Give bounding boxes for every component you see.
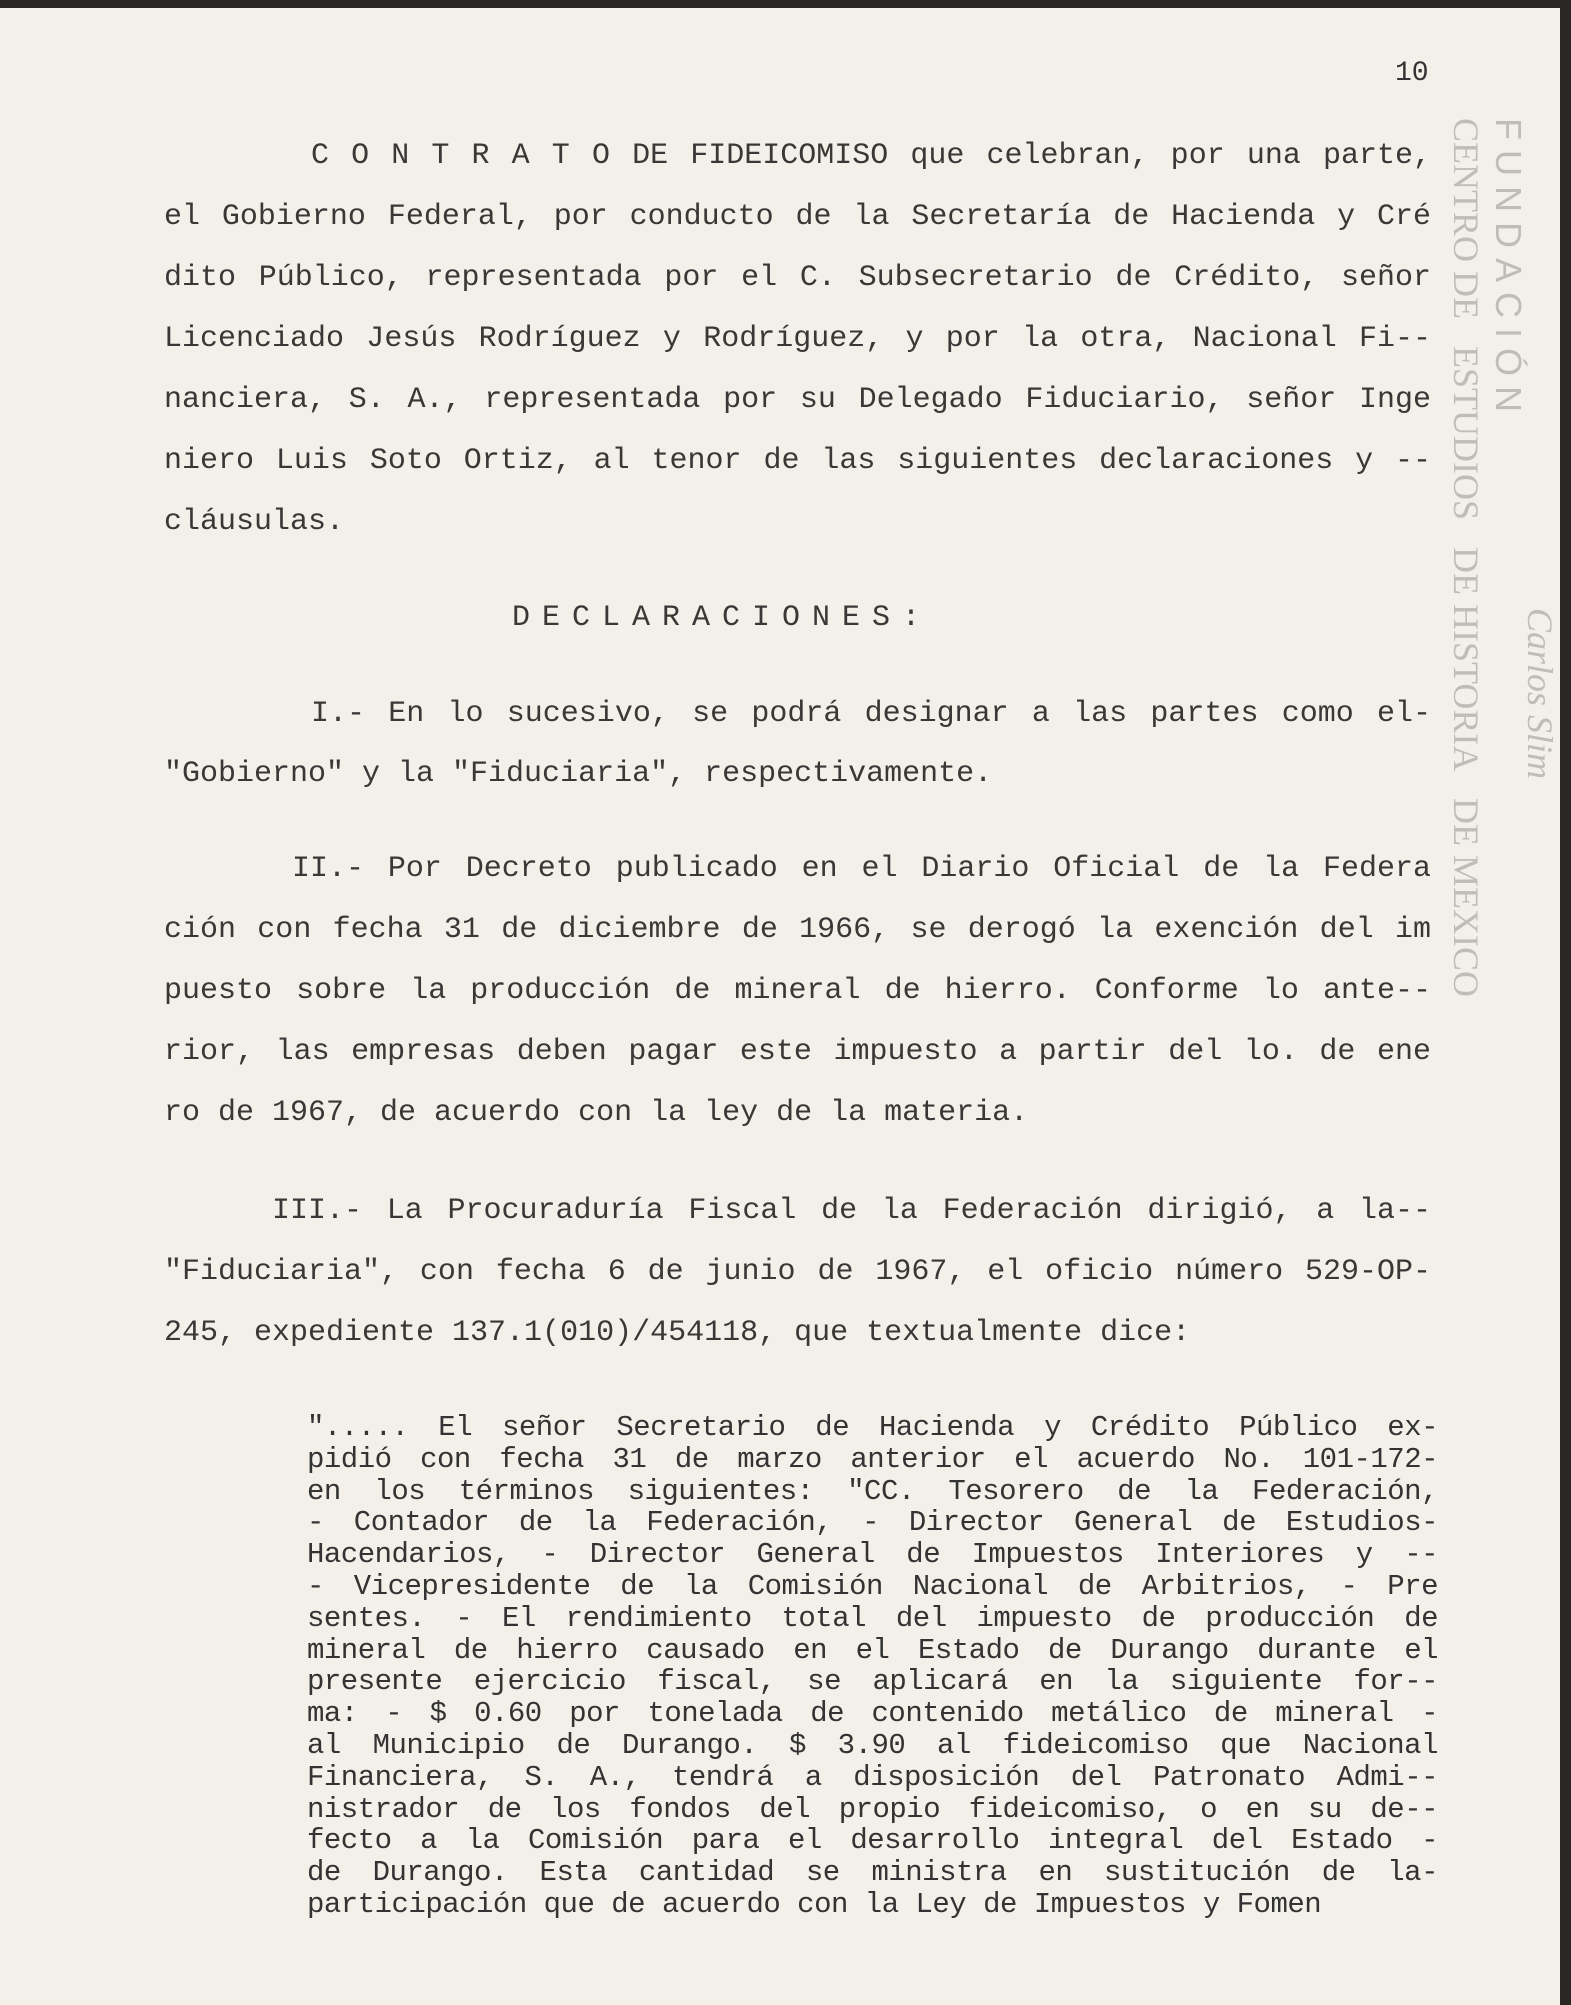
text-line: ción con fecha 31 de diciembre de 1966, se derogó la exención del im <box>164 913 1431 947</box>
watermark-signature: Carlos Slim <box>1520 608 1560 780</box>
text-line: participación que de acuerdo con la Ley de Impuestos y Fomen <box>307 1888 1322 1921</box>
text-line: puesto sobre la producción de mineral de hierro. Conforme lo ante-- <box>164 974 1431 1008</box>
text-line: sentes. - El rendimiento total del impuesto de producción de <box>307 1601 1438 1635</box>
text-line: al Municipio de Durango. $ 3.90 al fideicomiso que Nacional <box>307 1729 1438 1762</box>
text-line: "Gobierno" y la "Fiduciaria", respectivamente. <box>164 757 993 791</box>
page-number: 10 <box>1395 58 1429 89</box>
text-line: rior, las empresas deben pagar este impuesto a partir del lo. de ene <box>164 1035 1431 1069</box>
text-line: Financiera, S. A., tendrá a disposición del Patronato Admi-- <box>307 1760 1438 1794</box>
document-page <box>0 8 1560 2005</box>
text-line: 245, expediente 137.1(010)/454118, que textualmente dice: <box>164 1316 1191 1350</box>
text-line: en los términos siguientes: "CC. Tesorero de la Federación, <box>307 1474 1438 1508</box>
text-line: C O N T R A T O DE FIDEICOMISO que celebran, por una parte, <box>311 139 1431 173</box>
text-line: de Durango. Esta cantidad se ministra en sustitución de la- <box>307 1856 1438 1890</box>
text-line: ro de 1967, de acuerdo con la ley de la materia. <box>164 1096 1029 1130</box>
text-line: niero Luis Soto Ortiz, al tenor de las siguientes declaraciones y -- <box>164 444 1431 478</box>
watermark-org <box>1446 118 1486 1015</box>
text-line: nanciera, S. A., representada por su Delegado Fiduciario, señor Inge <box>164 383 1431 417</box>
declaraciones-heading: DECLARACIONES: <box>512 601 933 635</box>
watermark-line: ESTUDIOS <box>1446 346 1486 521</box>
text-line: III.- La Procuraduría Fiscal de la Federación dirigió, a la-- <box>272 1194 1431 1228</box>
text-line: fecto a la Comisión para el desarrollo integral del Estado - <box>307 1824 1438 1858</box>
text-line: nistrador de los fondos del propio fideicomiso, o en su de-- <box>307 1792 1438 1826</box>
text-line: - Contador de la Federación, - Director General de Estudios- <box>307 1506 1438 1540</box>
watermark-line: CENTRO DE <box>1446 118 1486 319</box>
text-line: Licenciado Jesús Rodríguez y Rodríguez, y por la otra, Nacional Fi-- <box>164 322 1431 356</box>
text-line: I.- En lo sucesivo, se podrá designar a las partes como el- <box>311 697 1431 731</box>
watermark-foundation: FUNDACIÓN <box>1488 118 1529 422</box>
text-line: pidió con fecha 31 de marzo anterior el acuerdo No. 101-172- <box>307 1442 1438 1476</box>
text-line: el Gobierno Federal, por conducto de la Secretaría de Hacienda y Cré <box>164 200 1431 234</box>
text-line: mineral de hierro causado en el Estado de Durango durante el <box>307 1633 1438 1667</box>
text-line: "Fiduciaria", con fecha 6 de junio de 1967, el oficio número 529-OP- <box>164 1255 1431 1289</box>
watermark-line: DE HISTORIA <box>1446 547 1486 772</box>
text-line: "..... El señor Secretario de Hacienda y Crédito Público ex- <box>307 1411 1438 1444</box>
watermark-line: DE MEXICO <box>1446 798 1486 998</box>
text-line: - Vicepresidente de la Comisión Nacional de Arbitrios, - Pre <box>307 1570 1438 1603</box>
text-line: cláusulas. <box>164 505 345 539</box>
text-line: II.- Por Decreto publicado en el Diario Oficial de la Federa <box>292 852 1431 886</box>
text-line: ma: - $ 0.60 por tonelada de contenido metálico de mineral - <box>307 1697 1438 1731</box>
text-line: presente ejercicio fiscal, se aplicará en la siguiente for-- <box>307 1665 1438 1699</box>
text-line: Hacendarios, - Director General de Impuestos Interiores y -- <box>307 1538 1438 1572</box>
text-line: dito Público, representada por el C. Subsecretario de Crédito, señor <box>164 261 1431 295</box>
